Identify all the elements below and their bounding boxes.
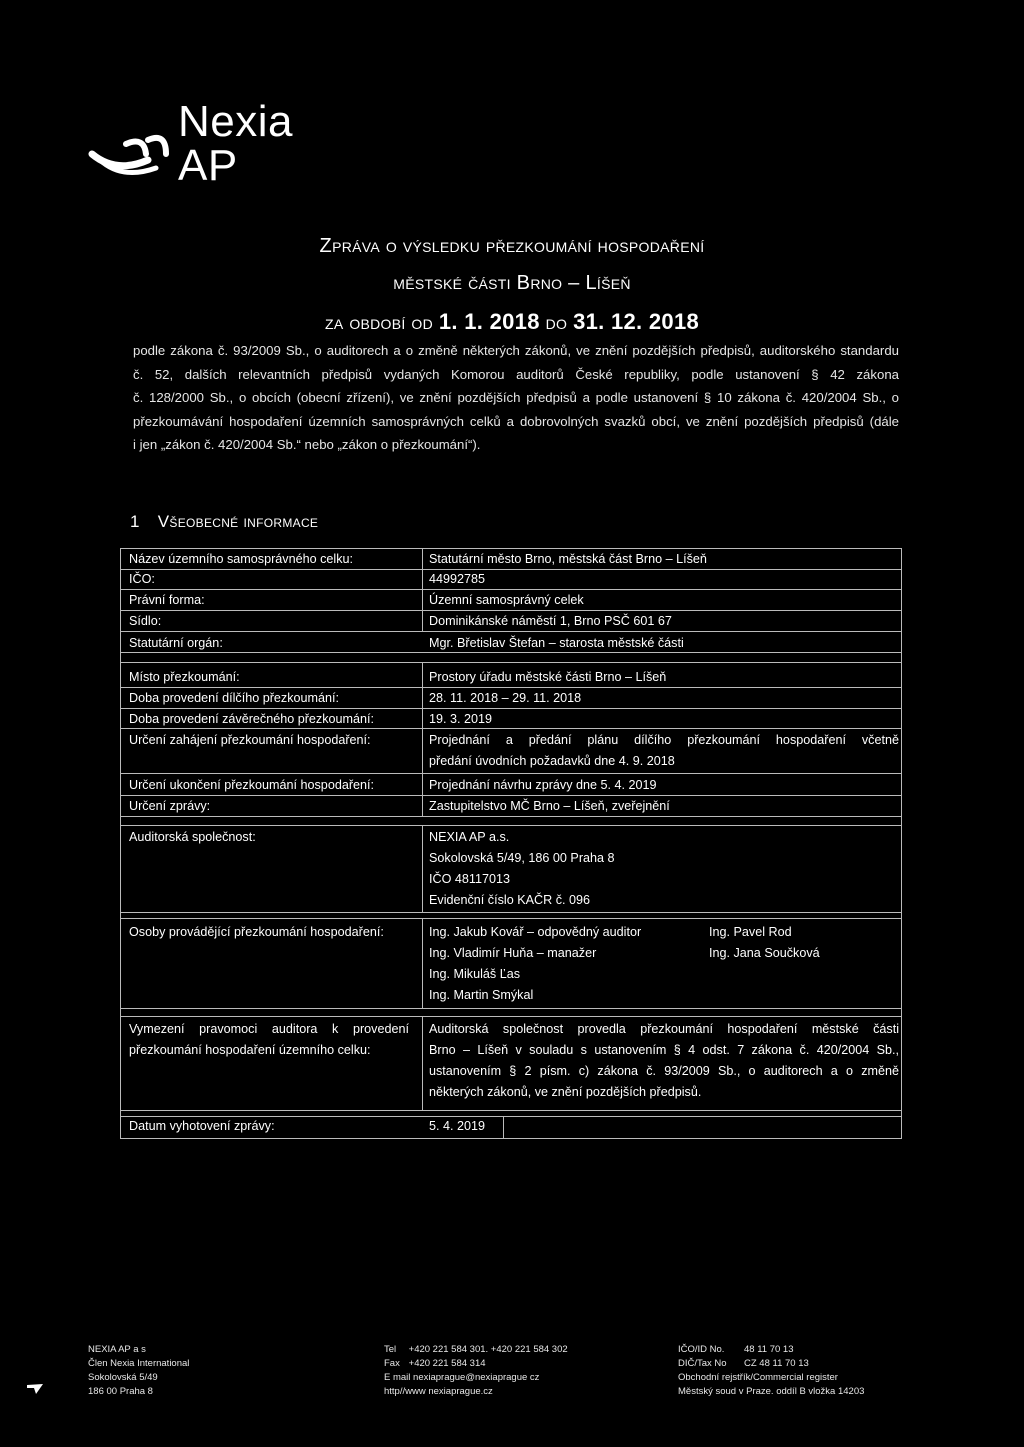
review-place-label: Místo přezkoumání: bbox=[129, 670, 240, 684]
footer-dic: DIČ/Tax No CZ 48 11 70 13 bbox=[678, 1358, 809, 1369]
review-end-label: Určení ukončení přezkoumání hospodaření: bbox=[129, 778, 375, 792]
footer-line: Sokolovská 5/49 bbox=[88, 1372, 158, 1383]
seat-label: Sídlo: bbox=[129, 614, 162, 628]
partial-review-value: 28. 11. 2018 – 29. 11. 2018 bbox=[429, 691, 582, 705]
auditor-mandate-label-cont: přezkoumání hospodaření územního celku: bbox=[129, 1043, 371, 1057]
logo-text-nexia: Nexia bbox=[178, 97, 293, 146]
auditor-mandate-text: některých zákonů, ve znění pozdějších předpisů. bbox=[429, 1085, 702, 1099]
review-start-label: Určení zahájení přezkoumání hospodaření: bbox=[129, 733, 371, 747]
nexia-logo bbox=[86, 97, 326, 190]
footer-line: 186 00 Praha 8 bbox=[88, 1386, 153, 1397]
footer-court: Městský soud v Praze. oddíl B vložka 14203 bbox=[678, 1386, 865, 1397]
municipality-name-value: Statutární město Brno, městská část Brno – Líšeň bbox=[429, 552, 707, 566]
intro-line: i jen „zákon č. 420/2004 Sb.“ nebo „zákon o přezkoumání“). bbox=[133, 437, 481, 452]
section-heading bbox=[130, 512, 318, 532]
report-recipient-label: Určení zprávy: bbox=[129, 799, 211, 813]
audit-firm-line: NEXIA AP a.s. bbox=[429, 830, 510, 844]
intro-line: č. 128/2000 Sb., o obcích (obecní zřízení), ve znění pozdějších předpisů a podle ustanovení § 10 zákona č. 420/2004 Sb., o bbox=[133, 390, 899, 405]
auditor-mandate-label: Vymezení pravomoci auditora k provedení bbox=[129, 1022, 409, 1036]
statutory-body-value: Mgr. Břetislav Štefan – starosta městské části bbox=[429, 636, 684, 650]
intro-line: podle zákona č. 93/2009 Sb., o auditorech a o změně některých zákonů, ve znění pozdějších předpisů, auditorského standardu bbox=[133, 343, 899, 358]
legal-form-label: Právní forma: bbox=[129, 593, 205, 607]
auditor-mandate-text: Auditorská společnost provedla přezkoumání hospodaření městské části bbox=[429, 1022, 899, 1036]
review-person: Ing. Jana Součková bbox=[709, 946, 820, 960]
footer-registration bbox=[678, 1343, 864, 1399]
review-place-value: Prostory úřadu městské části Brno – Líšeň bbox=[429, 670, 667, 684]
legal-basis-paragraph bbox=[133, 339, 899, 457]
page-corner-mark-icon bbox=[27, 1384, 43, 1394]
report-date-label: Datum vyhotovení zprávy: bbox=[129, 1119, 275, 1133]
review-end-value: Projednání návrhu zprávy dne 5. 4. 2019 bbox=[429, 778, 657, 792]
partial-review-label: Doba provedení dílčího přezkoumání: bbox=[129, 691, 340, 705]
legal-form-value: Územní samosprávný celek bbox=[429, 593, 584, 607]
report-recipient-value: Zastupitelstvo MČ Brno – Líšeň, zveřejnění bbox=[429, 799, 670, 813]
footer-line: NEXIA AP a s bbox=[88, 1344, 146, 1355]
footer-contacts bbox=[384, 1343, 568, 1399]
review-person: Ing. Jakub Kovář – odpovědný auditor bbox=[429, 925, 642, 939]
seat-value: Dominikánské náměstí 1, Brno PSČ 601 67 bbox=[429, 614, 672, 628]
period-to: 31. 12. 2018 bbox=[573, 309, 700, 334]
footer-company bbox=[88, 1343, 189, 1399]
period-mid: do bbox=[545, 312, 568, 334]
section-title: Všeobecné informace bbox=[157, 512, 319, 531]
auditor-mandate-text: Brno – Líšeň v souladu s ustanovením § 4 odst. 7 zákona č. 420/2004 Sb., bbox=[429, 1043, 899, 1057]
report-title-line-1: Zpráva o výsledku přezkoumání hospodaření bbox=[319, 235, 705, 257]
review-person: Ing. Vladimír Huňa – manažer bbox=[429, 946, 597, 960]
review-start-value-cont: předání úvodních požadavků dne 4. 9. 2018 bbox=[429, 754, 675, 768]
report-title-line-3 bbox=[0, 310, 1024, 335]
footer-phone: Tel +420 221 584 301. +420 221 584 302 bbox=[384, 1344, 568, 1355]
review-persons-label: Osoby provádějící přezkoumání hospodaření: bbox=[129, 925, 384, 939]
ico-label: IČO: bbox=[129, 572, 155, 586]
footer-register: Obchodní rejstřík/Commercial register bbox=[678, 1372, 838, 1383]
logo-text-ap: AP bbox=[178, 141, 238, 190]
footer-ico: IČO/ID No. 48 11 70 13 bbox=[678, 1344, 794, 1355]
intro-line: přezkoumávání hospodaření územních samosprávných celků a dobrovolných svazků obcí, ve znění pozdějších předpisů (dále bbox=[133, 413, 899, 429]
auditor-mandate-text: ustanovením § 2 písm. c) zákona č. 93/2009 Sb., o auditorech a o změně bbox=[429, 1064, 899, 1078]
report-title-line-2: městské části Brno – Líšeň bbox=[393, 272, 631, 294]
audit-firm-line: IČO 48117013 bbox=[429, 872, 510, 886]
audit-firm-label: Auditorská společnost: bbox=[129, 830, 256, 844]
footer-web: http//www nexiaprague.cz bbox=[384, 1386, 493, 1397]
intro-line: č. 52, dalších relevantních předpisů vydaných Komorou auditorů České republiky, podle ustanovení § 42 zákona bbox=[133, 366, 899, 382]
statutory-body-label: Statutární orgán: bbox=[129, 636, 223, 650]
final-review-value: 19. 3. 2019 bbox=[429, 712, 493, 726]
period-from: 1. 1. 2018 bbox=[438, 309, 540, 334]
report-date-value: 5. 4. 2019 bbox=[429, 1119, 486, 1133]
footer-email: E mail nexiaprague@nexiaprague cz bbox=[384, 1372, 540, 1383]
audit-firm-line: Sokolovská 5/49, 186 00 Praha 8 bbox=[429, 851, 615, 865]
review-start-value: Projednání a předání plánu dílčího přezkoumání hospodaření včetně bbox=[429, 733, 899, 747]
section-number: 1 bbox=[130, 512, 140, 531]
review-person: Ing. Martin Smýkal bbox=[429, 988, 534, 1002]
review-person: Ing. Pavel Rod bbox=[709, 925, 792, 939]
final-review-label: Doba provedení závěrečného přezkoumání: bbox=[129, 712, 375, 726]
review-person: Ing. Mikuláš Ľas bbox=[429, 967, 520, 981]
footer-line: Člen Nexia International bbox=[88, 1358, 190, 1369]
footer-fax: Fax +420 221 584 314 bbox=[384, 1358, 486, 1369]
audit-firm-line: Evidenční číslo KAČR č. 096 bbox=[429, 893, 590, 907]
ico-value: 44992785 bbox=[429, 572, 486, 586]
municipality-name-label: Název územního samosprávného celku: bbox=[129, 552, 354, 566]
period-prefix: za období od bbox=[324, 312, 434, 334]
nexia-swirl-icon bbox=[86, 130, 172, 190]
